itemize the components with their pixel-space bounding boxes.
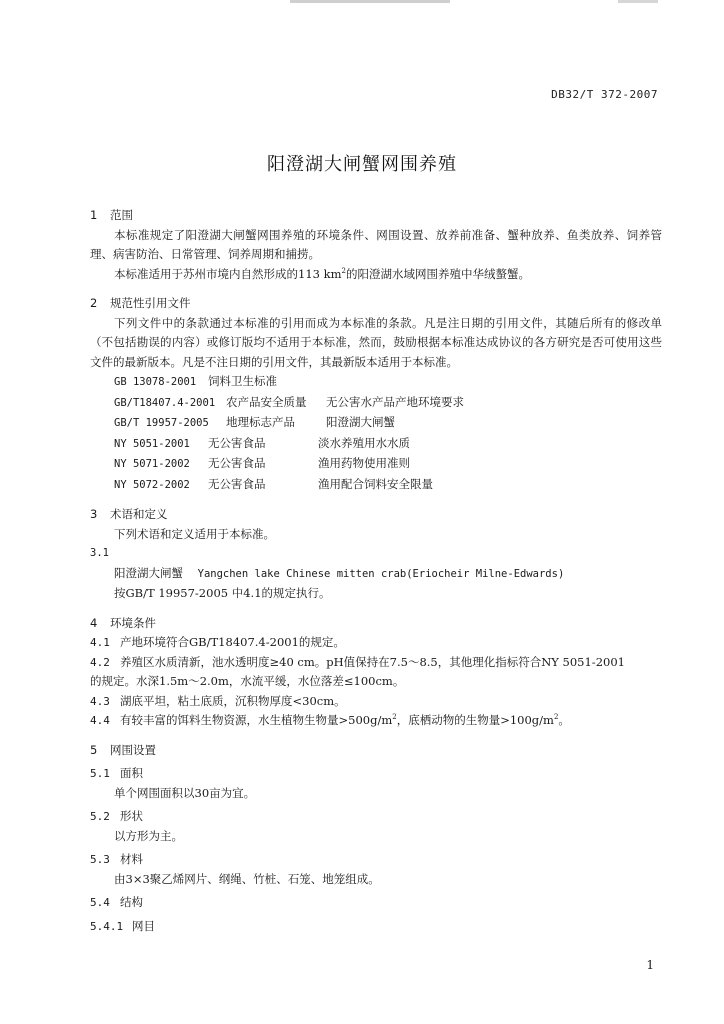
term-entry (90, 564, 662, 585)
clause (90, 711, 662, 731)
reference-code: GB/T18407.4-2001 (114, 396, 216, 409)
clause-number: 4.4 (90, 714, 110, 727)
clause (90, 633, 662, 653)
section-heading (90, 741, 662, 761)
superscript: 2 (553, 713, 559, 722)
reference-title: 地理标志产品 (226, 415, 295, 429)
subsection-number: 5.2 (90, 810, 110, 823)
section-heading (90, 294, 662, 314)
subsection-title: 材料 (120, 852, 143, 866)
reference-item (90, 475, 662, 496)
term-chinese: 阳澄湖大闸蟹 (114, 565, 183, 580)
section-number: 4 (90, 615, 98, 630)
reference-title: 无公害食品 (208, 435, 266, 450)
section-title: 规范性引用文件 (110, 296, 191, 310)
section-number: 3 (90, 507, 98, 521)
reference-item (90, 434, 662, 455)
reference-code: GB/T 19957-2005 (114, 417, 209, 429)
reference-code: NY 5071-2002 (114, 458, 190, 470)
section-title: 环境条件 (110, 615, 156, 630)
term-english: Yangchen lake Chinese mitten crab(Eriocheir Milne-Edwards) (197, 567, 565, 580)
clause-text: 养殖区水质清新，池水透明度≥40 cm。pH值保持在7.5～8.5，其他理化指标符合NY 5051-2001 (120, 654, 625, 669)
clause-number: 4.1 (90, 636, 110, 649)
term-definition: 按GB/T 19957-2005 中4.1的规定执行。 (114, 586, 331, 600)
document-body (90, 206, 662, 936)
page-number: 1 (646, 958, 654, 972)
clause-number: 4.2 (90, 655, 110, 669)
subsection-title: 结构 (120, 895, 143, 909)
scan-artifact (618, 0, 658, 3)
reference-title: 农产品安全质量 (226, 394, 307, 409)
reference-subtitle: 渔用配合饲料安全限量 (318, 476, 433, 491)
paragraph (90, 265, 662, 285)
paragraph: 下列文件中的条款通过本标准的引用而成为本标准的条款。凡是注日期的引用文件，其随后所有的修改单（不包括勘误的内容）或修订版均不适用于本标准，然而，鼓励根据本标准达成协议的各方研究是否可使用这些文件的最新版本。凡是不注日期的引用文件，其最新版本适用于本标准。 (90, 315, 662, 369)
clause-number: 4.3 (90, 694, 110, 708)
reference-code: GB 13078-2001 (114, 376, 197, 388)
clause-text: 。 (558, 713, 570, 727)
reference-item (90, 393, 662, 414)
section-title: 术语和定义 (110, 507, 168, 521)
paragraph: 本标准规定了阳澄湖大闸蟹网围养殖的环境条件、网围设置、放养前准备、蟹种放养、鱼类放养、饲养管理、病害防治、日常管理、饲养周期和捕捞。 (90, 227, 662, 261)
superscript: 2 (392, 713, 397, 722)
clause-text: 湖底平坦，粘土底质，沉积物厚度<30cm。 (120, 693, 346, 708)
reference-item (90, 413, 662, 434)
clause-text: 有较丰富的饵料生物资源，水生植物生物量>500g/m (120, 713, 393, 727)
reference-title: 饲料卫生标准 (208, 374, 277, 388)
superscript: 2 (341, 266, 346, 275)
subsection-heading (90, 807, 662, 827)
reference-subtitle: 无公害水产品产地环境要求 (326, 394, 464, 409)
paragraph: 下列术语和定义适用于本标准。 (114, 526, 275, 541)
reference-item (90, 372, 662, 393)
subsection-number: 5.4 (90, 896, 110, 909)
clause (90, 653, 662, 692)
reference-item (90, 454, 662, 475)
section-title: 范围 (110, 208, 133, 222)
clause-text: ，底栖动物的生物量>100g/m (396, 713, 554, 727)
clause-text: 的规定。水深1.5m～2.0m，水流平缓，水位落差≤100cm。 (90, 674, 405, 688)
subsection-title: 形状 (120, 809, 143, 823)
document-title: 阳澄湖大闸蟹网围养殖 (267, 154, 457, 175)
subsection-heading (90, 917, 662, 937)
subsection-number: 5.4.1 (90, 919, 124, 933)
subsection-heading (90, 850, 662, 870)
reference-title: 无公害食品 (208, 456, 266, 470)
subsection-title: 面积 (120, 766, 143, 780)
section-number: 5 (90, 742, 98, 757)
section-heading (90, 614, 662, 634)
subsection-heading (90, 893, 662, 913)
paragraph: 单个网围面积以30亩为宜。 (114, 785, 256, 800)
section-number: 2 (90, 296, 98, 310)
reference-subtitle: 淡水养殖用水水质 (318, 435, 410, 450)
section-number: 1 (90, 208, 98, 222)
reference-subtitle: 渔用药物使用准则 (318, 456, 410, 470)
reference-code: NY 5051-2001 (114, 437, 190, 450)
reference-title: 无公害食品 (208, 476, 266, 491)
subsection-number: 5.1 (90, 767, 110, 780)
document-number: DB32/T 372-2007 (551, 88, 658, 101)
section-title: 网围设置 (110, 742, 156, 757)
subsection-number: 3.1 (90, 547, 109, 559)
clause-text: 产地环境符合GB/T18407.4-2001的规定。 (120, 635, 345, 649)
subsection-heading (90, 764, 662, 784)
scan-artifact (290, 0, 450, 3)
section-heading (90, 505, 662, 525)
text-run: 本标准适用于苏州市境内自然形成的113 km (114, 266, 342, 281)
section-heading (90, 206, 662, 226)
paragraph: 以方形为主。 (114, 828, 183, 843)
subsection-number: 5.3 (90, 853, 110, 866)
clause (90, 692, 662, 712)
subsection-title: 网目 (132, 918, 155, 933)
paragraph: 由3×3聚乙烯网片、纲绳、竹桩、石笼、地笼组成。 (114, 871, 380, 886)
text-run: 的阳澄湖水域网围养殖中华绒螯蟹。 (345, 266, 530, 281)
reference-code: NY 5072-2002 (114, 478, 190, 491)
reference-subtitle: 阳澄湖大闸蟹 (326, 415, 395, 429)
